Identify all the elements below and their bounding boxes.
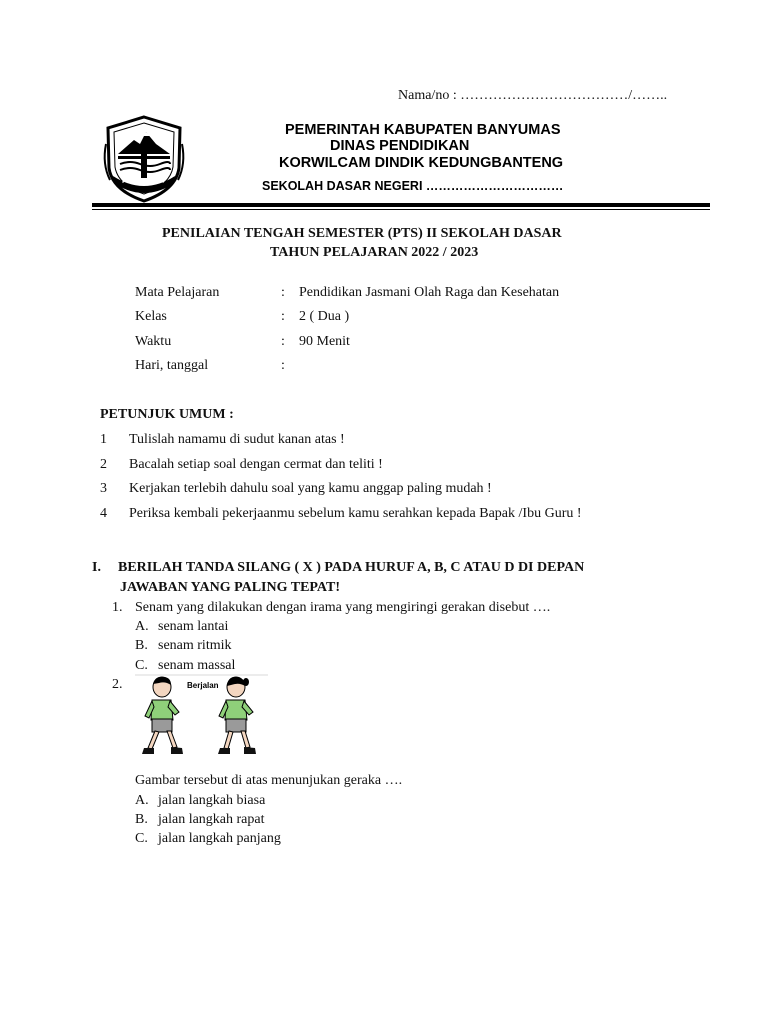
info-value-time: 90 Menit <box>299 334 350 349</box>
info-label-class: Kelas <box>135 309 167 324</box>
option-text: senam lantai <box>158 619 229 634</box>
government-name: PEMERINTAH KABUPATEN BANYUMAS <box>285 122 561 138</box>
info-label-subject: Mata Pelajaran <box>135 285 220 300</box>
department-name: DINAS PENDIDIKAN <box>330 138 470 154</box>
instruction-text: Kerjakan terlebih dahulu soal yang kamu anggap paling mudah ! <box>129 481 492 496</box>
instruction-text: Tulislah namamu di sudut kanan atas ! <box>129 432 345 447</box>
instructions-heading: PETUNJUK UMUM : <box>100 407 234 422</box>
option-letter: A. <box>135 619 149 634</box>
korwilcam-name: KORWILCAM DINDIK KEDUNGBANTENG <box>279 155 564 171</box>
info-colon: : <box>281 285 285 300</box>
option-letter: B. <box>135 812 148 827</box>
section-numeral: I. <box>92 560 101 575</box>
image-caption: Berjalan <box>187 681 219 690</box>
school-name: SEKOLAH DASAR NEGERI …………………………… <box>262 179 564 193</box>
option-text: jalan langkah biasa <box>158 793 266 808</box>
question-text: Senam yang dilakukan dengan irama yang mengiringi gerakan disebut …. <box>135 600 551 615</box>
info-value-subject: Pendidikan Jasmani Olah Raga dan Kesehatan <box>299 285 560 300</box>
walking-girl-figure <box>218 677 256 754</box>
letterhead-rule-thick <box>92 203 710 207</box>
option-text: senam ritmik <box>158 638 232 653</box>
instruction-number: 3 <box>100 481 107 496</box>
academic-year: TAHUN PELAJARAN 2022 / 2023 <box>270 245 479 260</box>
info-colon: : <box>281 358 285 373</box>
section-heading-line1: BERILAH TANDA SILANG ( X ) PADA HURUF A, B, C ATAU D DI DEPAN <box>118 560 585 575</box>
option-letter: C. <box>135 831 148 846</box>
letterhead-rule-thin <box>92 209 710 210</box>
section-heading-line2: JAWABAN YANG PALING TEPAT! <box>120 580 341 595</box>
option-text: senam massal <box>158 658 236 673</box>
option-text: jalan langkah panjang <box>158 831 281 846</box>
info-label-date: Hari, tanggal <box>135 358 209 373</box>
name-number-line: Nama/no : ………………………………/…….. <box>398 88 668 103</box>
info-label-time: Waktu <box>135 334 172 349</box>
instruction-text: Bacalah setiap soal dengan cermat dan teliti ! <box>129 457 383 472</box>
walking-children-image <box>135 674 268 766</box>
option-letter: A. <box>135 793 149 808</box>
instruction-number: 1 <box>100 432 107 447</box>
walking-boy-figure <box>142 677 183 754</box>
info-colon: : <box>281 309 285 324</box>
question-number: 1. <box>112 600 123 615</box>
question-text: Gambar tersebut di atas menunjukan geraka …. <box>135 773 403 788</box>
instruction-text: Periksa kembali pekerjaanmu sebelum kamu serahkan kepada Bapak /Ibu Guru ! <box>129 506 582 521</box>
option-letter: C. <box>135 658 148 673</box>
option-text: jalan langkah rapat <box>158 812 265 827</box>
info-colon: : <box>281 334 285 349</box>
question-number: 2. <box>112 677 123 692</box>
banyumas-regency-logo <box>100 114 188 204</box>
exam-title: PENILAIAN TENGAH SEMESTER (PTS) II SEKOLAH DASAR <box>162 226 562 241</box>
instruction-number: 2 <box>100 457 107 472</box>
option-letter: B. <box>135 638 148 653</box>
info-value-class: 2 ( Dua ) <box>299 309 350 324</box>
instruction-number: 4 <box>100 506 107 521</box>
